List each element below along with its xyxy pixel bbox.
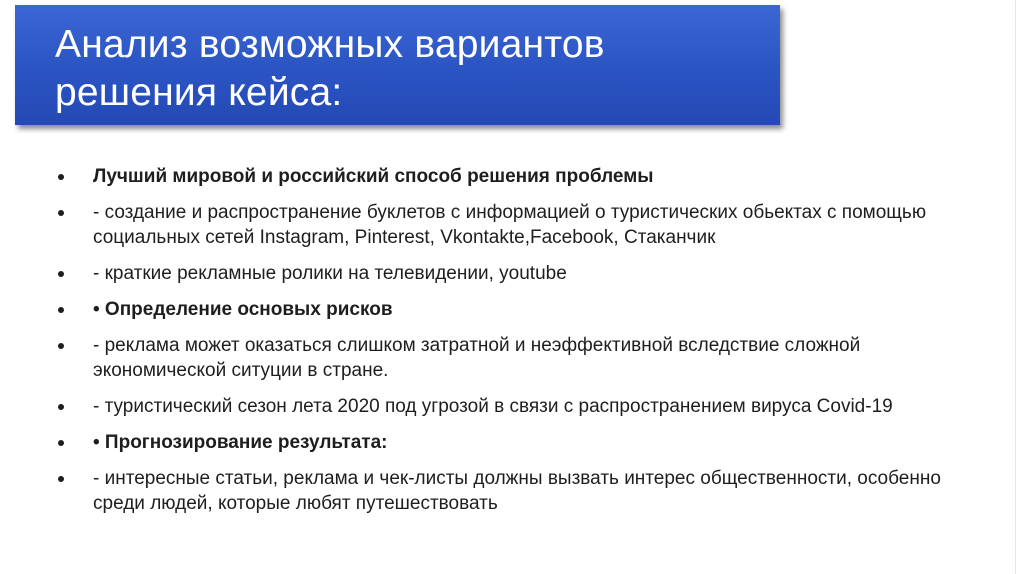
list-item xyxy=(58,466,988,516)
bullet-dot-icon xyxy=(58,174,64,180)
list-item-text: - краткие рекламные ролики на телевидении, youtube xyxy=(93,263,567,284)
list-item-text: - туристический сезон лета 2020 под угрозой в связи с распространением вируса Covid-19 xyxy=(93,396,893,417)
bullet-dot-icon xyxy=(58,271,64,277)
list-item xyxy=(58,164,988,189)
list-item-text: • Определение основых рисков xyxy=(93,299,393,320)
bullet-dot-icon xyxy=(58,476,64,482)
list-item xyxy=(58,333,988,383)
list-item xyxy=(58,297,988,322)
list-item-text: - интересные статьи, реклама и чек-листы должны вызвать интерес общественности, особенно среди людей, которые любят путешествовать xyxy=(93,468,941,514)
list-item xyxy=(58,200,988,250)
slide-edge-divider xyxy=(1015,0,1016,574)
title-banner xyxy=(15,5,780,125)
list-item xyxy=(58,261,988,286)
bullet-dot-icon xyxy=(58,210,64,216)
bullet-dot-icon xyxy=(58,343,64,349)
list-item-text: Лучший мировой и российский способ решения проблемы xyxy=(93,166,654,187)
list-item-text: - реклама может оказаться слишком затратной и неэффективной вследствие сложной экономической ситуции в стране. xyxy=(93,335,861,381)
bullet-list xyxy=(58,164,988,527)
bullet-dot-icon xyxy=(58,307,64,313)
list-item xyxy=(58,430,988,455)
slide-title: Анализ возможных вариантов решения кейса: xyxy=(55,23,605,114)
list-item-text: • Прогнозирование результата: xyxy=(93,432,388,453)
list-item xyxy=(58,394,988,419)
bullet-dot-icon xyxy=(58,404,64,410)
list-item-text: - создание и распространение буклетов с информацией о туристических обьектах с помощью социальных сетей Instagram, Pinterest, Vkontakte,Facebook, Стаканчик xyxy=(93,202,927,248)
bullet-dot-icon xyxy=(58,440,64,446)
